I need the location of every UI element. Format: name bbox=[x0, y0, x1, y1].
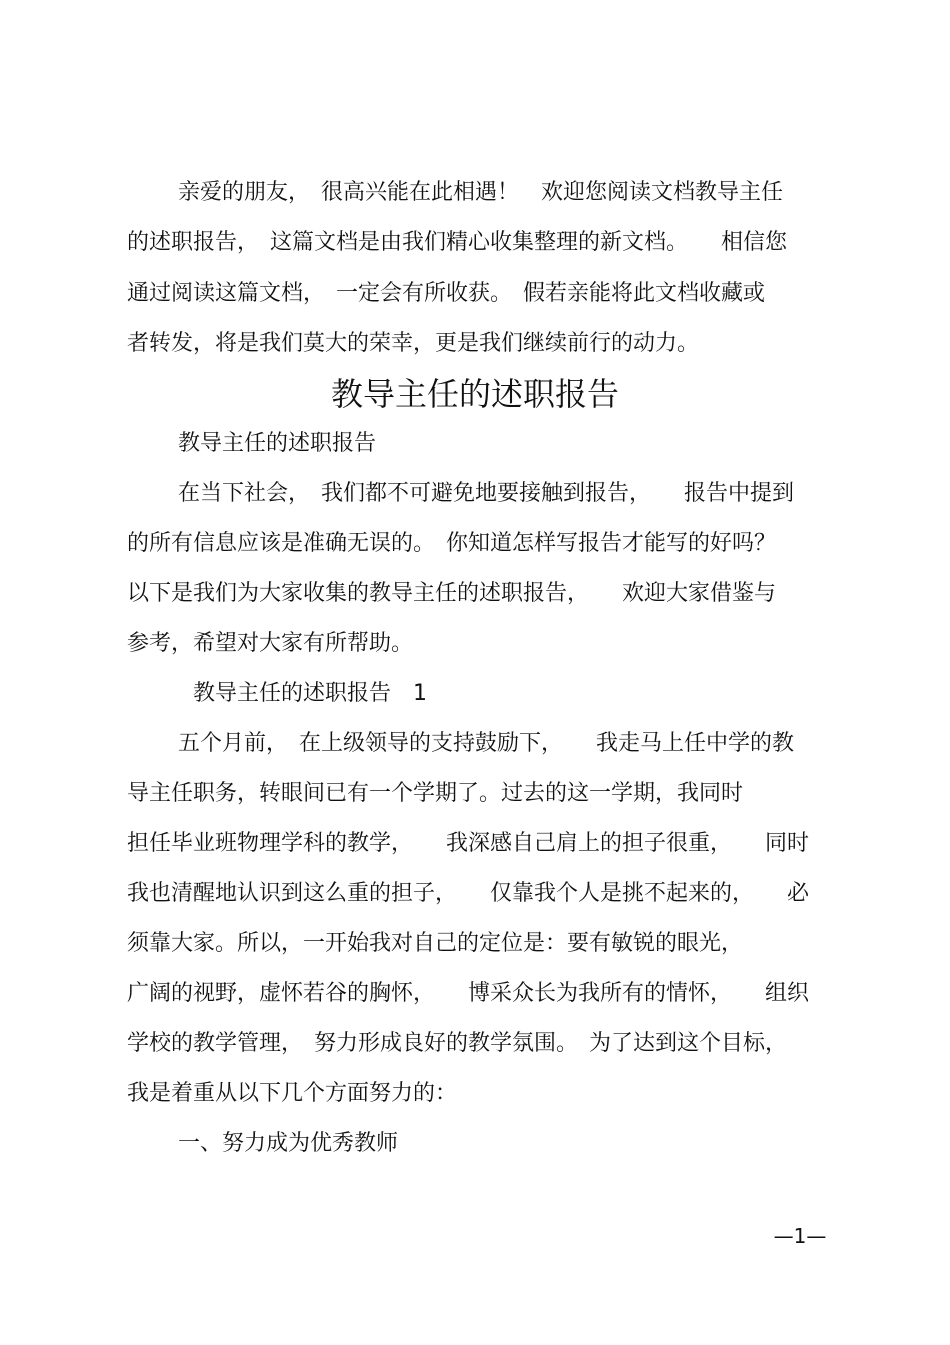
intro-line-4: 者转发，将是我们莫大的荣幸，更是我们继续前行的动力。 bbox=[127, 331, 700, 356]
page-number: —1— bbox=[773, 1224, 827, 1248]
body-line-4: 我也清醒地认识到这么重的担子， 仅靠我个人是挑不起来的， 必 bbox=[127, 881, 810, 906]
preface-line-4: 参考，希望对大家有所帮助。 bbox=[127, 631, 414, 656]
body-line-6: 广阔的视野，虚怀若谷的胸怀， 博采众长为我所有的情怀， 组织 bbox=[127, 981, 810, 1006]
point-heading: 一、努力成为优秀教师 bbox=[178, 1131, 399, 1156]
intro-line-3: 通过阅读这篇文档， 一定会有所收获。 假若亲能将此文档收藏或 bbox=[127, 281, 766, 306]
body-line-2: 导主任职务，转眼间已有一个学期了。过去的这一学期，我同时 bbox=[127, 781, 744, 806]
section-heading: 教导主任的述职报告 1 bbox=[193, 681, 427, 706]
preface-line-3: 以下是我们为大家收集的教导主任的述职报告， 欢迎大家借鉴与 bbox=[127, 581, 777, 606]
body-line-7: 学校的教学管理， 努力形成良好的教学氛围。 为了达到这个目标， bbox=[127, 1031, 788, 1056]
preface-line-2: 的所有信息应该是准确无误的。 你知道怎样写报告才能写的好吗？ bbox=[127, 531, 777, 556]
document-title: 教导主任的述职报告 bbox=[330, 375, 619, 413]
body-line-5: 须靠大家。所以，一开始我对自己的定位是：要有敏锐的眼光， bbox=[127, 931, 744, 956]
intro-line-2: 的述职报告， 这篇文档是由我们精心收集整理的新文档。 相信您 bbox=[127, 230, 788, 255]
body-line-1: 五个月前， 在上级领导的支持鼓励下， 我走马上任中学的教 bbox=[178, 731, 795, 756]
document-subtitle: 教导主任的述职报告 bbox=[178, 431, 377, 456]
preface-line-1: 在当下社会， 我们都不可避免地要接触到报告， 报告中提到 bbox=[178, 481, 795, 506]
body-line-8: 我是着重从以下几个方面努力的： bbox=[127, 1081, 458, 1106]
body-line-3: 担任毕业班物理学科的教学， 我深感自己肩上的担子很重， 同时 bbox=[127, 831, 810, 856]
intro-line-1: 亲爱的朋友， 很高兴能在此相遇！ 欢迎您阅读文档教导主任 bbox=[178, 180, 784, 205]
